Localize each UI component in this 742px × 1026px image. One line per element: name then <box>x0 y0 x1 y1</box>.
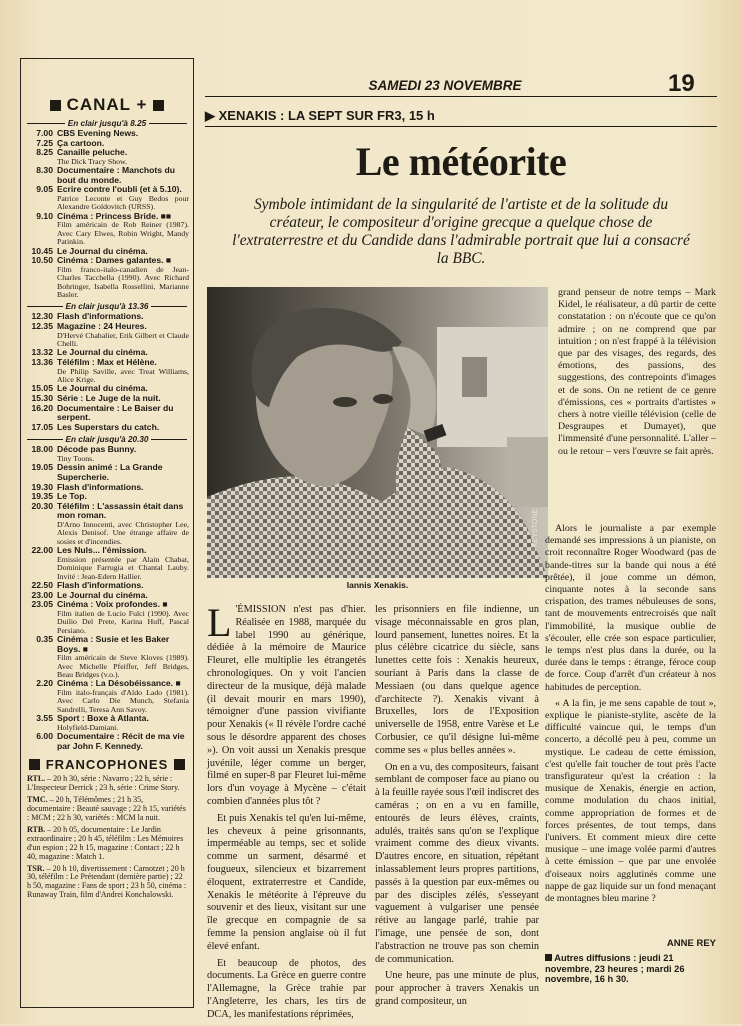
program-row <box>21 635 193 679</box>
francophone-channel-entry <box>21 775 193 796</box>
article-standfirst: Symbole intimidant de la singularité de l'artiste et de la solitude du créateur, le compositeur d'origine grecque a quelque chose de l'extraterrestre et du Candide dans l'admirable portrait que lui a consacré la BBC. <box>232 196 690 267</box>
program-title: CBS Evening News. <box>57 128 139 138</box>
program-body <box>57 679 189 714</box>
article-column-3-continued <box>545 523 716 909</box>
square-bullet-icon <box>545 954 552 961</box>
program-time: 19.30 <box>31 481 53 492</box>
program-row <box>21 679 193 714</box>
channel-heading: CANAL + <box>25 95 189 115</box>
program-row <box>21 445 193 463</box>
program-time: 19.05 <box>31 462 53 473</box>
program-row <box>21 256 193 299</box>
article-paragraph: grand penseur de notre temps – Mark Kidel, le réalisateur, a dû partir de cette constatation : on n'écoute que ce qu'on admire ; on ne comprend que par intuition ; on n'est frappé à la télévision que par des visages, des regards, des émotions, des passions, des suggestions, des contrepoints d'images et de sons. On ne retient de ce genre d'émissions, ces « portraits d'artistes » chers à notre vieille télévision (celle de Desgraupes et Dumayet), que l'immensité d'une personnalité. L'aller – ou le retour – vers l'œuvre se fait après. <box>558 287 716 457</box>
program-time: 8.25 <box>36 147 53 158</box>
square-bullet-icon <box>153 100 164 111</box>
program-row <box>21 322 193 348</box>
program-title: Le Journal du cinéma. <box>57 383 148 394</box>
program-row <box>21 600 193 635</box>
rebroadcast-note: Autres diffusions : jeudi 21 novembre, 23 heures ; mardi 26 novembre, 16 h 30. <box>545 953 685 984</box>
program-body <box>57 166 189 185</box>
program-description: Film américain de Steve Kloves (1989). Avec Michelle Pfeiffer, Jeff Bridges, Beau Bridges (v.o.). <box>57 653 189 679</box>
program-title: Le Journal du cinéma. <box>57 245 148 256</box>
program-time: 23.00 <box>31 589 53 600</box>
article-paragraph: « A la fin, je me sens capable de tout », explique le pianiste-stylite, ascète de la difficulté vaincue qui, le temps d'un concerto, a décollé peu à peu, comme un mystique. Le cadeau de cette émission, c'est qu'elle fait toucher de tout près l'acte transfigurateur qu'est la création : la musique de Xenakis, énergie en action, comme modulation du chaos initial, comme appropriation de formes et de forces présentes, de tout temps, dans l'univers. Et comment mieux dire cette musique – une image volée parmi d'autres à cette émission – que par une envolée d'oiseaux noirs agglutinés comme une nappe de gaz liquide sur un fond menaçant de montagnes bleu marine ? <box>545 697 716 905</box>
article-paragraph: On en a vu, des compositeurs, faisant semblant de composer face au piano ou à la feuille rayée sous l'œil indiscret des caméras ; on en a vu en famille, entourés de leurs élèves, craints, adulés, traités sans qu'on se l'explique vraiment comme des dieux vivants. D'autres encore, en situation, répétant inlassablement leurs propres partitions, passés à la question par eux-mêmes ou par des disciples zélés, s'esseyant vaguement à vulgariser une pensée rétive au langage parlé, trahie par l'image, une pensée de son, dont l'abstraction ne trouve pas son chemin de communication. <box>375 761 539 965</box>
program-description: Tiny Toons. <box>57 453 95 463</box>
program-body <box>57 358 189 384</box>
program-title: Documentaire : Le Baiser du serpent. <box>57 402 174 423</box>
channel-name: RTB. <box>27 824 46 834</box>
article-paragraph: les prisonniers en file indienne, un visage méconnaissable en gros plan, lourd pansement, lunettes noires. Et la plus célèbre cicatrice du siècle, sans lunettes cette fois : Xenakis heureux, souriant à Paris dans la classe de Messiaen (ou dans quelque agence d'architecte ?). Xenakis vivant à Bruxelles, lors de l'Exposition universelle de 1958, entre Varèse et Le Corbusier, ce qu'il désigne lui-même comme ses « plus belles années ». <box>375 604 539 756</box>
program-title: Le Journal du cinéma. <box>57 347 148 358</box>
square-bullet-icon <box>174 759 185 770</box>
page-number: 19 <box>668 70 695 97</box>
program-title: Téléfilm : L'assassin était dans mon roman. <box>57 500 184 521</box>
channel-schedule: – 20 h 05, documentaire : Le Jardin extraordinaire ; 20 h 45, téléfilm : Les Mémoires d'un espion ; 22 h 15, magazine : Contact ; 22 h 40, magazine : Match 1. <box>27 824 184 861</box>
program-title: Ecrire contre l'oubli (et à 5.10). <box>57 184 182 195</box>
program-body <box>57 463 189 482</box>
square-bullet-icon <box>29 759 40 770</box>
square-bullet-icon <box>50 100 61 111</box>
program-time: 3.55 <box>36 713 53 724</box>
program-description: The Dick Tracy Show. <box>57 156 128 166</box>
photo-credit: KEYSTONE <box>532 509 539 547</box>
program-time: 16.20 <box>31 402 53 413</box>
program-title: Décode pas Bunny. <box>57 444 137 455</box>
program-time: 10.50 <box>31 255 53 266</box>
program-title: Canaille peluche. <box>57 147 128 158</box>
program-title: Cinéma : Susie et les Baker Boys. ■ <box>57 633 170 654</box>
program-body <box>57 212 189 247</box>
portrait-photo-image <box>207 287 548 578</box>
program-time: 2.20 <box>36 678 53 689</box>
program-time: 0.35 <box>36 633 53 644</box>
program-body <box>57 148 189 166</box>
program-title: Flash d'informations. <box>57 311 144 322</box>
program-row <box>21 714 193 732</box>
program-time: 15.30 <box>31 393 53 403</box>
program-time: 23.05 <box>31 599 53 610</box>
program-title: Documentaire : Récit de ma vie par John F. Kennedy. <box>57 731 185 751</box>
program-body <box>57 185 189 211</box>
article-column-1 <box>207 600 366 1026</box>
francophone-channel-entry <box>21 826 193 865</box>
program-description: Patrice Leconte et Guy Bedos pour Alexandre Goldovitch (URSS). <box>57 193 189 212</box>
program-time: 12.35 <box>31 321 53 331</box>
program-time: 9.05 <box>36 184 53 195</box>
channel-schedule: – 20 h, Télémômes ; 21 h 35, documentaire : Beauté sauvage ; 22 h 15, variétés : MCM ; 22 h 30, variétés : MCM la nuit. <box>27 795 186 822</box>
program-title: Flash d'informations. <box>57 579 144 590</box>
francophone-channel-entry <box>21 865 193 904</box>
program-title: Le Top. <box>57 491 87 502</box>
program-row <box>21 502 193 546</box>
channel-name: RTL. <box>27 774 46 784</box>
article-column-3 <box>558 287 716 462</box>
program-time: 20.30 <box>31 500 53 511</box>
program-title: Dessin animé : La Grande Supercherie. <box>57 462 163 482</box>
issue-date: SAMEDI 23 NOVEMBRE <box>368 78 522 93</box>
program-description: Film américain de Rob Reiner (1987). Avec Cary Elwes, Robin Wright, Mandy Patinkin. <box>57 220 189 247</box>
program-body <box>57 256 189 299</box>
program-body <box>57 600 189 635</box>
program-description: Film italo-français d'Aldo Lado (1981). Avec Carlo Die Munch, Stefania Sandrelli, Teresa Ann Savoy. <box>57 687 189 714</box>
program-body <box>57 635 189 679</box>
program-time: 18.00 <box>31 444 53 455</box>
program-body <box>57 502 189 546</box>
header-rule <box>205 96 717 97</box>
program-body <box>57 423 189 433</box>
program-row <box>21 732 193 751</box>
program-description: Film franco-italo-canadien de Jean-Charles Tacchella (1990). Avec Richard Bohringer, Isabella Rossellini, Marianne Basler. <box>57 264 189 299</box>
clear-broadcast-banner: En clair jusqu'à 13.36 <box>27 302 187 311</box>
program-title: Le Journal du cinéma. <box>57 589 148 600</box>
program-time: 12.30 <box>31 311 53 322</box>
program-title: Les Superstars du catch. <box>57 421 160 432</box>
program-time: 13.36 <box>31 357 53 367</box>
clear-broadcast-banner: En clair jusqu'à 20.30 <box>27 435 187 444</box>
program-list <box>21 119 193 751</box>
program-row <box>21 185 193 211</box>
program-row <box>21 546 193 581</box>
program-time: 19.35 <box>31 491 53 502</box>
program-time: 9.10 <box>36 210 53 221</box>
article-paragraph: Et puis Xenakis tel qu'en lui-même, les cheveux à peine grisonnants, imperméable au temps, sec et solide comme un sarment, désarmé et fougueux, silencieux et bizarrement éloquent, extraterrestre et Candide, Xenakis le météorite à l'épreuve du souvenir et des lieux, visitant sur une île grecque en compagnie de sa femme la pension anglaise où il fut élevé enfant. <box>207 812 366 952</box>
channel-name: TSR. <box>27 863 45 873</box>
program-time: 10.45 <box>31 245 53 256</box>
program-description: De Philip Saville, avec Treat Williams, Alice Krige. <box>57 366 189 384</box>
program-title: Ça cartoon. <box>57 137 105 148</box>
program-row <box>21 166 193 185</box>
francophones-list <box>21 775 193 903</box>
program-time: 7.00 <box>36 128 53 138</box>
program-row <box>21 404 193 423</box>
program-title: Documentaire : Manchots du bout du monde. <box>57 165 175 185</box>
program-title: Cinéma : Voix profondes. ■ <box>57 599 168 610</box>
program-title: Série : Le Juge de la nuit. <box>57 393 161 403</box>
program-time: 22.00 <box>31 545 53 556</box>
article-paragraph: Et beaucoup de photos, des documents. La Grèce en guerre contre l'Allemagne, la Grèce trahie par l'Angleterre, les chars, les tirs de DCA, les manifestations réprimées, <box>207 957 366 1020</box>
program-title: Sport : Boxe à Atlanta. <box>57 713 149 724</box>
program-time: 15.05 <box>31 383 53 394</box>
program-row <box>21 423 193 433</box>
program-description: D'Hervé Chabalier, Erik Gilbert et Claude Chelli. <box>57 330 189 348</box>
program-time: 17.05 <box>31 421 53 432</box>
article-title: Le météorite <box>355 139 567 184</box>
article-paragraph: L 'ÉMISSION n'est pas d'hier. Réalisée en 1988, marquée du label 1990 au générique, dédiée à la mémoire de Maurice Fleuret, elle multiplie les étrangetés chronologiques. On y voit l'ancien directeur de la musique, déjà malade (il devait mourir en mars 1990), témoigner d'une passion vivifiante pour Xenakis (« Il révèle l'ordre caché sous le désordre apparent des choses »). On voit aussi un Xenakis presque juvénile, léger comme un berger, filmé en super-8 par Fleuret lui-même lors d'un voyage à Mycène – c'était combien d'années plus tôt ? <box>207 600 366 807</box>
portrait-photo <box>207 287 548 578</box>
program-body <box>57 546 189 581</box>
program-body <box>57 322 189 348</box>
program-description: Emission présentée par Alain Chabat, Dominique Farrugia et Chantal Lauby. Invité : Jean-Edern Hallier. <box>57 554 189 581</box>
program-time: 8.30 <box>36 165 53 176</box>
author-signature: ANNE REY <box>666 938 716 949</box>
program-title: Les Nuls... l'émission. <box>57 545 147 556</box>
kicker-rule <box>205 126 717 127</box>
channel-schedule: – 20 h 10, divertissement : Carnotzet ; 20 h 30, téléfilm : Le Prétendant (dernière partie) ; 22 h 50, magazine : Fans de sport ; 23 h 50, cinéma : Runaway Train, film d'Andrei Konchalowski. <box>27 863 187 900</box>
channel-name: TMC. <box>27 795 48 805</box>
program-title: Cinéma : Dames galantes. ■ <box>57 255 172 266</box>
francophone-channel-entry <box>21 796 193 826</box>
program-title: Cinéma : Princess Bride. ■■ <box>57 210 172 221</box>
program-title: Téléfilm : Max et Hélène. <box>57 357 157 367</box>
program-row <box>21 148 193 166</box>
article-kicker: ▶ XENAKIS : LA SEPT SUR FR3, 15 h <box>205 108 435 123</box>
program-time: 13.32 <box>31 347 53 358</box>
drop-cap: L <box>207 600 232 645</box>
program-description: Holyfield-Damiani. <box>57 722 119 732</box>
program-row <box>21 358 193 384</box>
article-paragraph: Alors le journaliste a par exemple demandé ses impressions à un pianiste, on croit reconnaître Roger Woodward (pas de bande-titres sur la bande qui nous a été prêtée), il joue comme un démon, cinquante notes à la seconde sans crispation, des trames nébuleuses de sons, tant de mouvements entrecroisés que naît l'immobilité, la musique oublie de s'écouler, elle crée son espace particulier, le temps n'est plus dans la durée, ou la durée dans le temps : étrange, féroce coup de force. Coup d'arrêt d'un créateur à nos habitudes de perception. <box>545 523 716 693</box>
article-paragraph: Une heure, pas une minute de plus, pour approcher à travers Xenakis un grand compositeur, un <box>375 970 539 1007</box>
program-row <box>21 463 193 482</box>
program-body <box>57 732 189 751</box>
program-description: Film italien de Lucio Fulci (1990). Avec Duilio Del Prete, Karina Huff, Pascal Persiano. <box>57 608 189 635</box>
tv-listings-sidebar <box>20 58 194 1008</box>
program-row <box>21 212 193 247</box>
program-title: Magazine : 24 Heures. <box>57 321 147 331</box>
channel-schedule: – 20 h 30, série : Navarro ; 22 h, série : L'Inspecteur Derrick ; 23 h, série : Crime Story. <box>27 774 180 793</box>
program-body <box>57 445 189 463</box>
program-title: Cinéma : La Désobéissance. ■ <box>57 678 181 689</box>
program-description: D'Arno Innocenti, avec Christopher Lee, Alexis Denisof. Une étrange affaire de sosies et d'incendies. <box>57 519 189 546</box>
program-time: 22.50 <box>31 579 53 590</box>
photo-caption: Iannis Xenakis. <box>346 580 409 590</box>
program-time: 6.00 <box>36 731 53 742</box>
francophones-heading: FRANCOPHONES <box>25 757 189 772</box>
clear-broadcast-banner: En clair jusqu'à 8.25 <box>27 119 187 128</box>
program-title: Flash d'informations. <box>57 481 144 492</box>
program-time: 7.25 <box>36 137 53 148</box>
program-body <box>57 714 189 732</box>
program-body <box>57 404 189 423</box>
article-column-2 <box>375 604 539 1013</box>
